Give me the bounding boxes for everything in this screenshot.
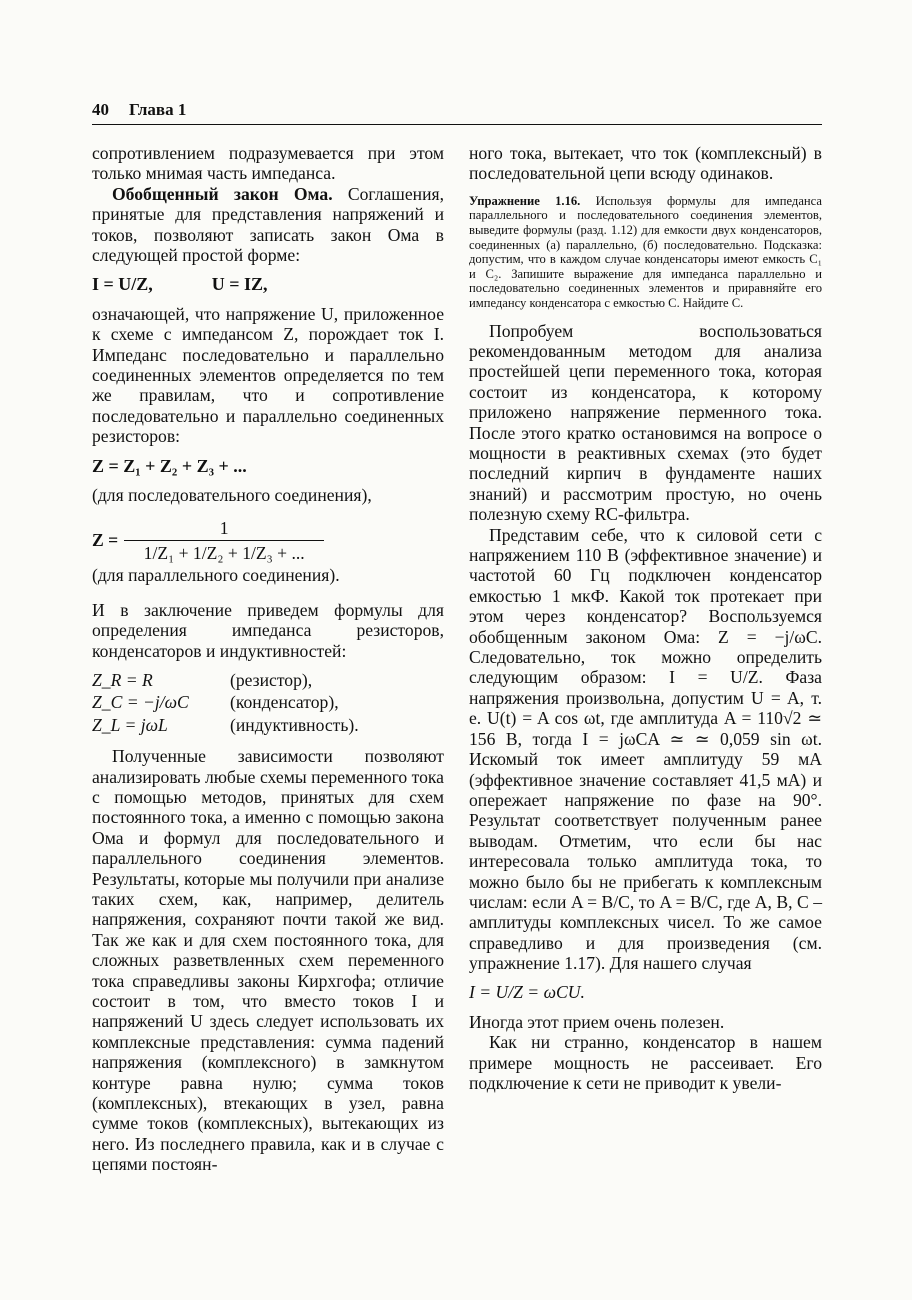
paragraph: означающей, что напряжение U, приложенное к схеме с импедансом Z, порождает ток I. Импеданс последовательно и параллельно соединенных элементов определяется по тем же правилам, что и сопротивление последовательно и параллельно соединенных резисторов:	[92, 303, 444, 447]
chapter-title: Глава 1	[129, 100, 187, 119]
paragraph: И в заключение приведем формулы для определения импеданса резисторов, конденсаторов и индуктивностей:	[92, 599, 444, 661]
formula-ohm	[92, 274, 444, 294]
paragraph: Иногда этот прием очень полезен.	[469, 1011, 725, 1032]
formula-parallel	[92, 518, 444, 564]
impedance-label: (индуктивность).	[230, 714, 359, 735]
page-number: 40	[92, 100, 109, 119]
paragraph-text: Соглашения, принятые для представления напряжений и токов, позволяют записать закон Ома в следующей простой форме:	[92, 183, 444, 266]
paragraph: сопротивлением подразумевается при этом только мнимая часть импеданса.	[92, 143, 444, 184]
paragraph: Как ни странно, конденсатор в нашем примере мощность не рассеивает. Его подключение к сети не приводит к увели-	[469, 1032, 822, 1094]
impedance-formula: Z_L = jωL	[92, 714, 168, 735]
page-header	[92, 100, 822, 125]
formula-series: Z = Z₁ + Z₂ + Z₃ + ...	[92, 455, 247, 476]
formula-part: U = IZ,	[211, 274, 268, 295]
note: (для параллельного соединения).	[92, 565, 340, 586]
paragraph: ного тока, вытекает, что ток (комплексный) в последовательной цепи всюду одинаков.	[469, 143, 822, 184]
formula-result: I = U/Z = ωCU.	[469, 981, 585, 1002]
exercise	[469, 194, 822, 311]
exercise-text: Используя формулы для импеданса параллельного и последовательного соединения элементов, выведите формулы (разд. 1.12) для емкости двух конденсаторов, соединенных (а) параллельно, (б) последовательно. Подсказка: допустим, что в каждом случае конденсаторы имеют емкость C₁ и C₂. Запишите выражение для импеданса параллельно и последовательно соединенных элементов и приравняйте его импедансу конденсатора с емкостью C. Найдите C.	[469, 193, 822, 310]
fraction-denominator: 1/Z₁ + 1/Z₂ + 1/Z₃ + ...	[143, 542, 305, 563]
formula-lhs: Z =	[92, 530, 119, 551]
right-column	[469, 143, 822, 1094]
left-column	[92, 143, 444, 1175]
impedance-formula: Z_C = −j/ωC	[92, 692, 189, 713]
fraction-numerator: 1	[124, 518, 324, 541]
note: (для последовательного соединения),	[92, 485, 372, 506]
impedance-label: (конденсатор),	[230, 692, 339, 713]
paragraph: Представим себе, что к силовой сети с напряжением 110 В (эффективное значение) и частотой 60 Гц подключен конденсатор емкостью 1 мкФ. Какой ток протекает при этом через конденсатор? Воспользуемся обобщенным законом Ома: Z = −j/ωC. Следовательно, ток можно определить следующим образом: I = U/Z. Фаза напряжения произвольна, допустим U = A, т. е. U(t) = A cos ωt, где амплитуда A = 110√2 ≃ 156 В, тогда I = jωCA ≃ ≃ 0,059 sin ωt. Искомый ток имеет амплитуду 59 мА (эффективное значение составляет 41,5 мА) и опережает напряжение по фазе на 90°. Результат соответствует полученным ранее выводам. Отметим, что если бы нас интересовала только амплитуда тока, то можно было бы не прибегать к комплексным числам: если A = B/C, то A = B/C, где A, B, C – амплитуды комплексных чисел. То же самое справедливо и для произведения (см. упражнение 1.17). Для нашего случая	[469, 524, 822, 974]
exercise-title: Упражнение 1.16.	[469, 193, 581, 208]
paragraph: Попробуем воспользоваться рекомендованным методом для анализа простейшей цепи переменного тока, которая состоит из конденсатора, к которому приложено напряжение перменного тока. После этого кратко остановимся на вопросе о мощности в реактивных схемах (это будет последний кирпич в фундаменте наших знаний) и рассмотрим простую, но очень полезную схему RC-фильтра.	[469, 320, 822, 525]
paragraph	[92, 184, 444, 266]
impedance-label: (резистор),	[230, 669, 313, 690]
formula-part: I = U/Z,	[92, 274, 153, 295]
impedance-table	[92, 669, 359, 736]
section-title: Обобщенный закон Ома.	[112, 183, 333, 204]
paragraph: Полученные зависимости позволяют анализировать любые схемы переменного тока с помощью методов, принятых для схем постоянного тока, а именно с помощью закона Ома и формул для последовательного и параллельного соединения элементов. Результаты, которые мы получили при анализе таких схем, как, например, делитель напряжения, сохраняют почти такой же вид. Так же как и для схем постоянного тока, для сложных разветвленных схем переменного тока справедливы законы Кирхгофа; отличие состоит в том, что вместо токов I и напряжений U здесь следует использовать их комплексные представления: сумма падений напряжения (комплексного) в замкнутом контуре равна нулю; сумма токов (комплексных), втекающих в узел, равна сумме токов (комплексных), вытекающих из него. Из последнего правила, как и в случае с цепями постоян-	[92, 746, 444, 1175]
impedance-formula: Z_R = R	[92, 669, 153, 690]
